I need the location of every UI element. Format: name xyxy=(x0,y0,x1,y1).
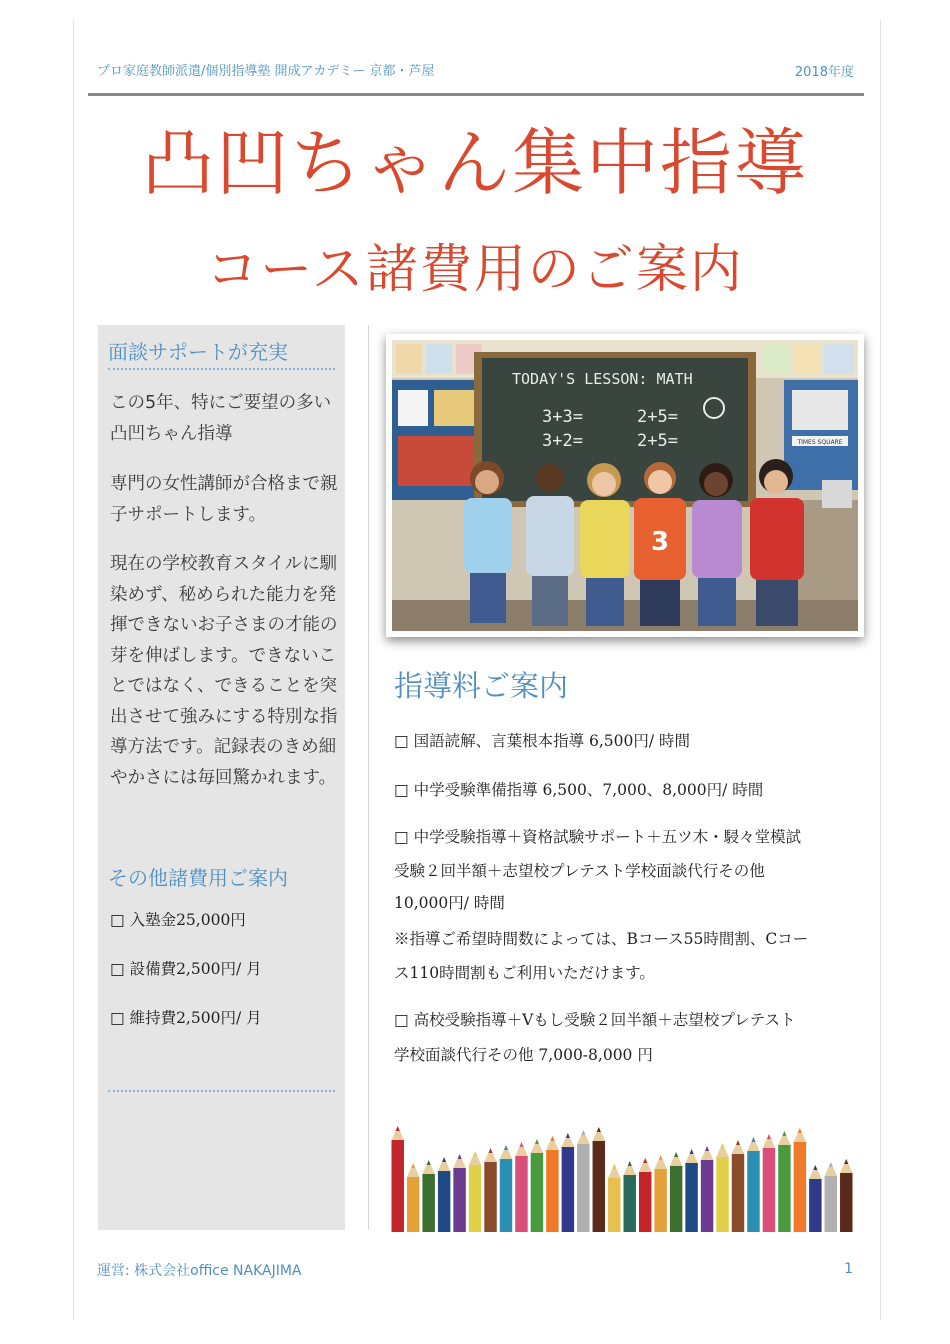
classroom-photo xyxy=(386,334,864,637)
header-organization: プロ家庭教師派遣/個別指導塾 開成アカデミー 京都・芦屋 xyxy=(97,64,435,79)
board-sum-4: 2+5= xyxy=(637,431,678,451)
sidebar-paragraph-intro: この5年、特にご要望の多い凸凹ちゃん指導 xyxy=(110,393,332,444)
pencil-body xyxy=(624,1175,636,1232)
pencil-body xyxy=(515,1156,527,1232)
tuition-line-5: 10,000円/ 時間 xyxy=(394,894,505,912)
page-number: 1 xyxy=(844,1261,853,1277)
pencil-lead xyxy=(581,1130,585,1135)
sidebar-paragraph-teachers: 専門の女性講師が合格まで親子サポートします。 xyxy=(110,474,338,525)
pencil-body xyxy=(500,1159,512,1232)
fee-facility: □ 設備費2,500円/ 月 xyxy=(110,960,262,978)
sign-text: TIMES SQUARE xyxy=(797,439,843,446)
pencil-body xyxy=(593,1141,605,1232)
pencil-body xyxy=(438,1171,450,1232)
tuition-line-4: 受験２回半額＋志望校プレテスト学校面談代行その他 xyxy=(394,862,765,880)
pencil-body xyxy=(654,1169,666,1232)
pencil-body xyxy=(732,1154,744,1232)
pencil-lead xyxy=(721,1143,725,1148)
pencil-lead xyxy=(612,1164,616,1169)
page-subtitle: コース諸費用のご案内 xyxy=(206,240,744,300)
pencil-lead xyxy=(690,1149,694,1154)
pencil-body xyxy=(577,1144,589,1232)
board-sum-2: 3+2= xyxy=(542,431,583,451)
pencil-lead xyxy=(813,1165,817,1170)
pencil-lead xyxy=(519,1142,523,1147)
sidebar-heading-support: 面談サポートが充実 xyxy=(108,340,288,364)
tuition-line-3: □ 中学受験指導＋資格試験サポート＋五ツ木・駸々堂模試 xyxy=(394,828,802,846)
pencil-body xyxy=(484,1162,496,1232)
pencil-body xyxy=(392,1140,404,1232)
pencil-lead xyxy=(550,1136,554,1141)
pencil-lead xyxy=(643,1158,647,1163)
pencil-body xyxy=(407,1177,419,1232)
pencil-body xyxy=(546,1150,558,1232)
pencil-lead xyxy=(782,1131,786,1136)
pencil-body xyxy=(747,1151,759,1232)
pencil-body xyxy=(763,1148,775,1232)
sidebar-heading-other-fees: その他諸費用ご案内 xyxy=(108,866,288,890)
pencil-body xyxy=(639,1172,651,1232)
pencil-lead xyxy=(597,1127,601,1132)
pencil-lead xyxy=(674,1152,678,1157)
pencil-lead xyxy=(628,1161,632,1166)
sidebar-divider-bottom xyxy=(108,1090,335,1092)
pencil-lead xyxy=(504,1145,508,1150)
pencil-lead xyxy=(751,1137,755,1142)
pencil-lead xyxy=(535,1139,539,1144)
pencil-lead xyxy=(458,1154,462,1159)
tuition-note-1: ※指導ご希望時間数によっては、Bコース55時間割、Cコー xyxy=(394,930,809,948)
pencil-lead xyxy=(736,1140,740,1145)
pencil-lead xyxy=(659,1155,663,1160)
sidebar xyxy=(98,325,345,1230)
pencil-body xyxy=(825,1176,837,1232)
classroom-photo-image xyxy=(392,340,858,631)
page-edge-left xyxy=(73,20,74,1320)
pencil-lead xyxy=(396,1126,400,1131)
pencil-body xyxy=(809,1179,821,1232)
pencil-body xyxy=(840,1173,852,1232)
column-rule xyxy=(368,325,369,1230)
header-rule xyxy=(88,93,864,96)
footer-operator: 運営: 株式会社office NAKAJIMA xyxy=(97,1263,302,1279)
pencil-body xyxy=(778,1145,790,1232)
fee-admission: □ 入塾金25,000円 xyxy=(110,911,246,929)
page-title: 凸凹ちゃん集中指導 xyxy=(141,121,808,205)
board-sum-1: 3+3= xyxy=(542,407,583,427)
pencil-body xyxy=(469,1165,481,1232)
pencil-lead xyxy=(427,1160,431,1165)
pencil-body xyxy=(670,1166,682,1232)
pencil-lead xyxy=(566,1133,570,1138)
pencil-lead xyxy=(829,1162,833,1167)
pencil-body xyxy=(685,1163,697,1232)
pencil-body xyxy=(453,1168,465,1232)
pencil-body xyxy=(716,1157,728,1232)
pencil-body xyxy=(794,1142,806,1232)
tuition-line-1: □ 国語読解、言葉根本指導 6,500円/ 時間 xyxy=(394,732,691,750)
sidebar-divider xyxy=(108,368,335,370)
tuition-line-6: □ 高校受験指導＋Vもし受験２回半額＋志望校プレテスト xyxy=(394,1011,796,1029)
fee-maintenance: □ 維持費2,500円/ 月 xyxy=(110,1009,262,1027)
pencil-lead xyxy=(705,1146,709,1151)
pencil-lead xyxy=(489,1148,493,1153)
tuition-line-7: 学校面談代行その他 7,000-8,000 円 xyxy=(394,1046,653,1064)
header-year: 2018年度 xyxy=(794,65,854,80)
tuition-note-2: ス110時間割もご利用いただけます。 xyxy=(394,964,655,982)
sidebar-paragraph-method: 現在の学校教育スタイルに馴染めず、秘められた能力を発揮できないお子さまの才能の芽を伸ばします。できないことではなく、できることを突出させて強みにする特別な指導方法です。記録表のきめ細やかさには毎回驚かれます。 xyxy=(110,554,338,788)
pencil-body xyxy=(422,1174,434,1232)
board-lesson-text: TODAY'S LESSON: MATH xyxy=(512,370,693,388)
pencil-lead xyxy=(473,1151,477,1156)
pencil-lead xyxy=(411,1163,415,1168)
tuition-line-2: □ 中学受験準備指導 6,500、7,000、8,000円/ 時間 xyxy=(394,781,764,799)
pencil-body xyxy=(701,1160,713,1232)
colored-pencils-image xyxy=(390,1118,854,1232)
pencil-body xyxy=(608,1178,620,1232)
pencil-lead xyxy=(767,1134,771,1139)
jersey-number: 3 xyxy=(650,527,670,557)
pencil-lead xyxy=(798,1128,802,1133)
page-edge-right xyxy=(880,20,881,1320)
pencil-lead xyxy=(844,1159,848,1164)
pencil-body xyxy=(562,1147,574,1232)
board-sum-3: 2+5= xyxy=(637,407,678,427)
pencil-lead xyxy=(442,1157,446,1162)
main-heading-tuition: 指導料ご案内 xyxy=(394,669,569,703)
pencil-body xyxy=(531,1153,543,1232)
